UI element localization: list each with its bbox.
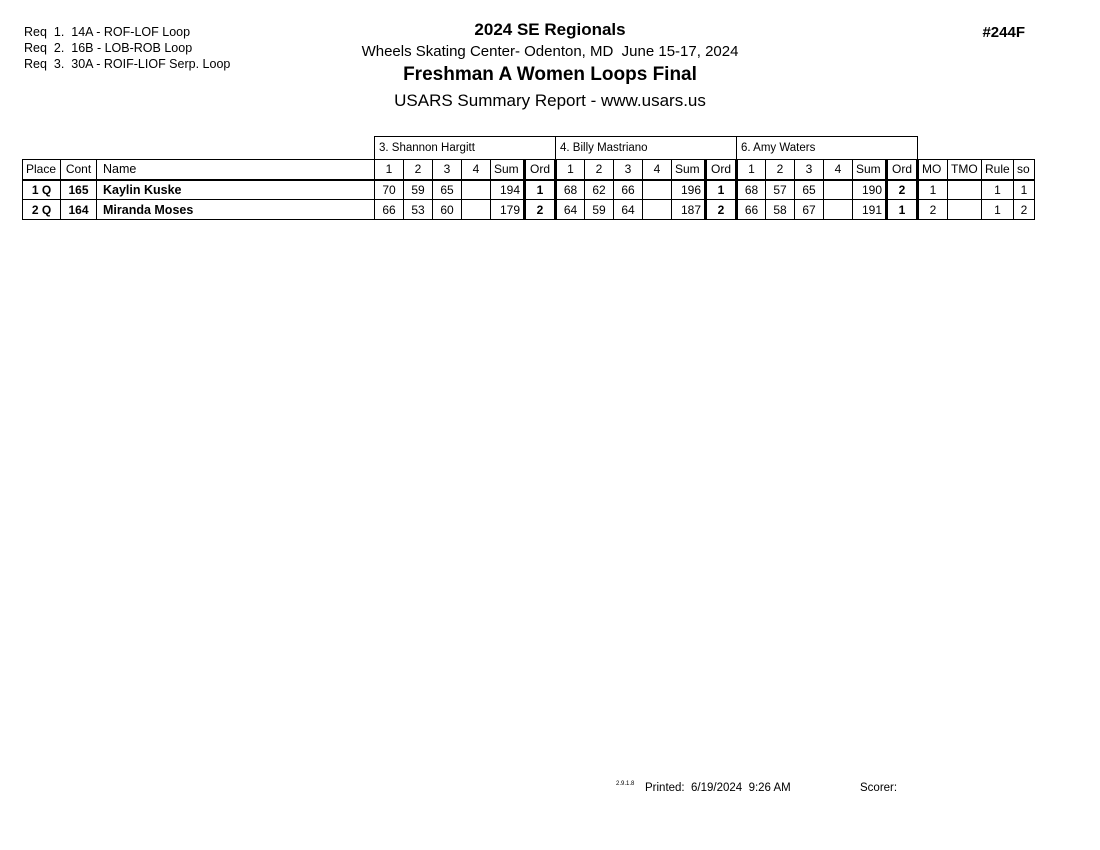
judge-banner-row (23, 137, 1035, 160)
j3-score1-cell: 66 (737, 200, 766, 220)
rule-cell: 1 (982, 180, 1014, 200)
col-header-rule: Rule (982, 160, 1014, 180)
j2-sum-cell: 187 (672, 200, 706, 220)
col-header-j2-sum: Sum (672, 160, 706, 180)
col-header-mo: MO (918, 160, 948, 180)
col-header-j3-sum: Sum (853, 160, 887, 180)
col-header-j2-ord: Ord (706, 160, 737, 180)
j1-score4-cell (462, 200, 491, 220)
j3-score2-cell: 58 (766, 200, 795, 220)
j3-sum-cell: 191 (853, 200, 887, 220)
col-header-j1-score1: 1 (375, 160, 404, 180)
col-header-j3-score4: 4 (824, 160, 853, 180)
j3-score2-cell: 57 (766, 180, 795, 200)
column-header-row (23, 160, 1035, 180)
col-header-j1-score4: 4 (462, 160, 491, 180)
j2-sum-cell: 196 (672, 180, 706, 200)
rule-cell: 1 (982, 200, 1014, 220)
report-number: #244F (982, 24, 1025, 41)
judge-banner-spacer-left (23, 137, 375, 160)
venue-line: Wheels Skating Center- Odenton, MD June 15-17, 2024 (361, 43, 739, 60)
requirement-line: Req 1. 14A - ROF-LOF Loop (24, 25, 191, 39)
report-header (0, 20, 1100, 111)
j1-ordinal-cell: 2 (525, 200, 556, 220)
table-row (23, 200, 1035, 220)
judge-1-name: 3. Shannon Hargitt (375, 137, 556, 160)
j2-score3-cell: 64 (614, 200, 643, 220)
col-header-j2-score3: 3 (614, 160, 643, 180)
j3-score3-cell: 65 (795, 180, 824, 200)
j3-score1-cell: 68 (737, 180, 766, 200)
judge-banner-spacer-right (918, 137, 1035, 160)
requirement-line: Req 2. 16B - LOB-ROB Loop (24, 41, 193, 55)
col-header-j3-score1: 1 (737, 160, 766, 180)
contestant-number-cell: 165 (61, 180, 97, 200)
j2-score1-cell: 64 (556, 200, 585, 220)
mo-cell: 1 (918, 180, 948, 200)
col-header-name: Name (97, 160, 375, 180)
col-header-j2-score1: 1 (556, 160, 585, 180)
col-header-so: so (1014, 160, 1035, 180)
division-title: Freshman A Women Loops Final (403, 64, 697, 85)
j1-score1-cell: 66 (375, 200, 404, 220)
scorer-label: Scorer: (860, 782, 898, 794)
col-header-place: Place (23, 160, 61, 180)
j3-ordinal-cell: 2 (887, 180, 918, 200)
table-row (23, 180, 1035, 200)
judge-2-name: 4. Billy Mastriano (556, 137, 737, 160)
j2-score1-cell: 68 (556, 180, 585, 200)
results-table (22, 136, 1035, 220)
place-cell: 2 Q (23, 200, 61, 220)
place-cell: 1 Q (23, 180, 61, 200)
col-header-j1-score2: 2 (404, 160, 433, 180)
tmo-cell (948, 200, 982, 220)
j3-score3-cell: 67 (795, 200, 824, 220)
j3-ordinal-cell: 1 (887, 200, 918, 220)
j1-sum-cell: 179 (491, 200, 525, 220)
col-header-cont: Cont (61, 160, 97, 180)
j1-score3-cell: 60 (433, 200, 462, 220)
col-header-j1-score3: 3 (433, 160, 462, 180)
so-cell: 2 (1014, 200, 1035, 220)
j1-score4-cell (462, 180, 491, 200)
skater-name-cell: Kaylin Kuske (97, 180, 375, 200)
col-header-j3-ord: Ord (887, 160, 918, 180)
j3-score4-cell (824, 180, 853, 200)
col-header-j2-score4: 4 (643, 160, 672, 180)
j1-ordinal-cell: 1 (525, 180, 556, 200)
j2-score4-cell (643, 180, 672, 200)
judge-3-name: 6. Amy Waters (737, 137, 918, 160)
j1-score2-cell: 53 (404, 200, 433, 220)
contestant-number-cell: 164 (61, 200, 97, 220)
event-title: 2024 SE Regionals (474, 20, 626, 39)
requirement-line: Req 3. 30A - ROIF-LIOF Serp. Loop (24, 57, 231, 71)
skater-name-cell: Miranda Moses (97, 200, 375, 220)
j1-score3-cell: 65 (433, 180, 462, 200)
report-type-line: USARS Summary Report - www.usars.us (394, 91, 706, 110)
tmo-cell (948, 180, 982, 200)
j1-score2-cell: 59 (404, 180, 433, 200)
j2-ordinal-cell: 2 (706, 200, 737, 220)
j3-score4-cell (824, 200, 853, 220)
mo-cell: 2 (918, 200, 948, 220)
col-header-j2-score2: 2 (585, 160, 614, 180)
col-header-j3-score3: 3 (795, 160, 824, 180)
j2-score2-cell: 59 (585, 200, 614, 220)
j2-score3-cell: 66 (614, 180, 643, 200)
j2-score2-cell: 62 (585, 180, 614, 200)
col-header-j1-sum: Sum (491, 160, 525, 180)
j2-score4-cell (643, 200, 672, 220)
col-header-tmo: TMO (948, 160, 982, 180)
col-header-j1-ord: Ord (525, 160, 556, 180)
j3-sum-cell: 190 (853, 180, 887, 200)
j1-sum-cell: 194 (491, 180, 525, 200)
printed-timestamp: Printed: 6/19/2024 9:26 AM (645, 782, 791, 794)
j2-ordinal-cell: 1 (706, 180, 737, 200)
j1-score1-cell: 70 (375, 180, 404, 200)
software-version: 2.9.1.8 (616, 781, 635, 787)
so-cell: 1 (1014, 180, 1035, 200)
col-header-j3-score2: 2 (766, 160, 795, 180)
